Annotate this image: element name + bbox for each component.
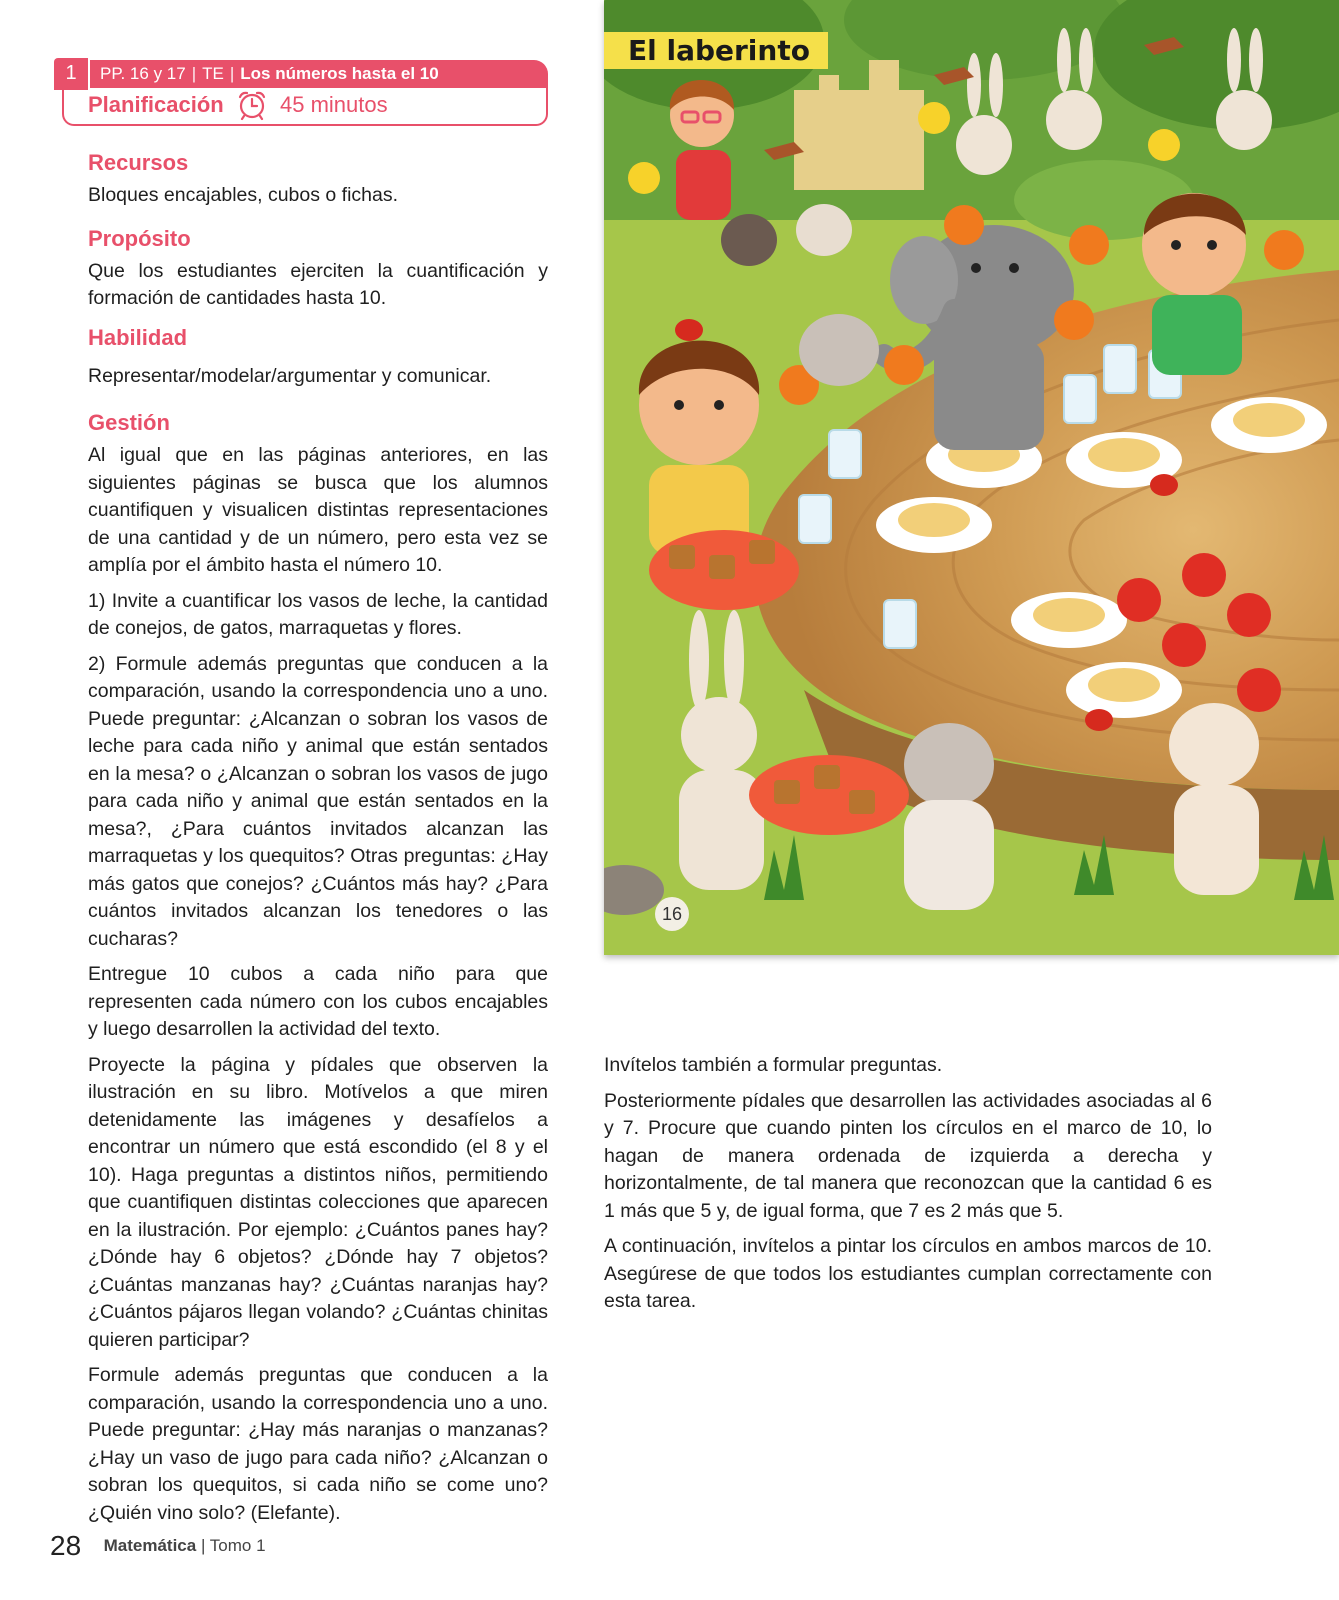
gestion-paragraph: Proyecte la página y pídales que observen la ilustración en su libro. Motívelos a que miren detenidamente las imágenes y desafíelos a encontrar un número que está escondido (el 8 y el 10). Haga preguntas a distintos niños, permitiendo que cuantifiquen distintas colecciones que aparecen en la ilustración. Por ejemplo: ¿Cuántos panes hay? ¿Dónde hay 6 objetos? ¿Dónde hay 7 objetos? ¿Cuántas manzanas hay? ¿Cuántas naranjas hay? ¿Cuántos pájaros llegan volando? ¿Cuántas chinitas quieren participar? bbox=[88, 1053, 548, 1351]
unit-number: 1 bbox=[54, 58, 88, 90]
right-column bbox=[604, 1052, 1212, 1324]
alarm-clock-icon bbox=[236, 89, 268, 121]
section-heading-recursos: Recursos bbox=[88, 150, 189, 175]
page-number: 28 bbox=[50, 1530, 82, 1561]
pages-reference: PP. 16 y 17 bbox=[100, 64, 186, 83]
illustration-page-number: 16 bbox=[655, 897, 689, 931]
illustration-title: El laberinto bbox=[604, 32, 828, 69]
gestion-paragraph: Al igual que en las páginas anteriores, en las siguientes páginas se busca que los alumnos cuantifiquen y visualicen distintas representaciones de una cantidad y de un número, pero esta vez se amplía por el ámbito hasta el número 10. bbox=[88, 444, 548, 576]
section-heading-habilidad: Habilidad bbox=[88, 324, 188, 350]
right-paragraph: Invítelos también a formular preguntas. bbox=[604, 1054, 943, 1076]
page-footer: 28 Matemática | Tomo 1 bbox=[50, 1530, 266, 1561]
lesson-header-bar: PP. 16 y 17 | TE | Los números hasta el 10 bbox=[90, 60, 548, 88]
gestion-paragraph: 1) Invite a cuantificar los vasos de leche, la cantidad de conejos, de gatos, marraquetas y flores. bbox=[88, 589, 548, 639]
habilidad-text: Representar/modelar/argumentar y comunicar. bbox=[88, 364, 492, 387]
section-heading-proposito: Propósito bbox=[88, 225, 191, 251]
gestion-paragraph: Formule además preguntas que conducen a la comparación, usando la correspondencia uno a uno. Puede preguntar: ¿Hay más naranjas o manzanas? ¿Hay un vaso de jugo para cada niño? ¿Alcanzan o sobran los quequitos, si cada niño se come uno? ¿Quién vino solo? (Elefante). bbox=[88, 1364, 548, 1524]
planning-box bbox=[62, 86, 548, 126]
left-column bbox=[88, 150, 548, 1535]
picnic-illustration bbox=[604, 0, 1339, 955]
section-heading-gestion: Gestión bbox=[88, 410, 170, 435]
gestion-paragraph: 2) Formule además preguntas que conducen a la comparación, usando la correspondencia uno a uno. Puede preguntar: ¿Alcanzan o sobran los vasos de leche para cada niño y animal que están sentados en la mesa? o ¿Alcanzan o sobran los vasos de jugo para cada niño y animal que están sentados en la mesa?, ¿Para cuántos invitados alcanzan las marraquetas y los quequitos? Otras preguntas: ¿Hay más gatos que conejos? ¿Cuántos más hay? ¿Para cuántos invitados alcanzan los tenedores o las cucharas? bbox=[88, 652, 548, 950]
lesson-title: Los números hasta el 10 bbox=[240, 64, 439, 83]
book-reference: TE bbox=[202, 64, 224, 83]
planning-label: Planificación bbox=[88, 92, 224, 117]
footer-subject: Matemática bbox=[103, 1536, 197, 1555]
planning-duration: 45 minutos bbox=[280, 92, 388, 117]
gestion-paragraph: Entregue 10 cubos a cada niño para que representen cada número con los cubos encajables y luego desarrollen la actividad del texto. bbox=[88, 963, 548, 1040]
footer-volume: Tomo 1 bbox=[209, 1536, 266, 1555]
proposito-text: Que los estudiantes ejerciten la cuantificación y formación de cantidades hasta 10. bbox=[88, 259, 548, 309]
right-paragraph: A continuación, invítelos a pintar los círculos en ambos marcos de 10. Asegúrese de que todos los estudiantes cumplan correctamente con esta tarea. bbox=[604, 1235, 1212, 1312]
right-paragraph: Posteriormente pídales que desarrollen las actividades asociadas al 6 y 7. Procure que cuando pinten los círculos en el marco de 10, lo hagan de manera ordenada de izquierda a derecha y horizontalmente, de tal manera que reconozcan que la cantidad 6 es 1 más que 5 y, de igual forma, que 7 es 2 más que 5. bbox=[604, 1089, 1212, 1222]
recursos-text: Bloques encajables, cubos o fichas. bbox=[88, 184, 399, 206]
